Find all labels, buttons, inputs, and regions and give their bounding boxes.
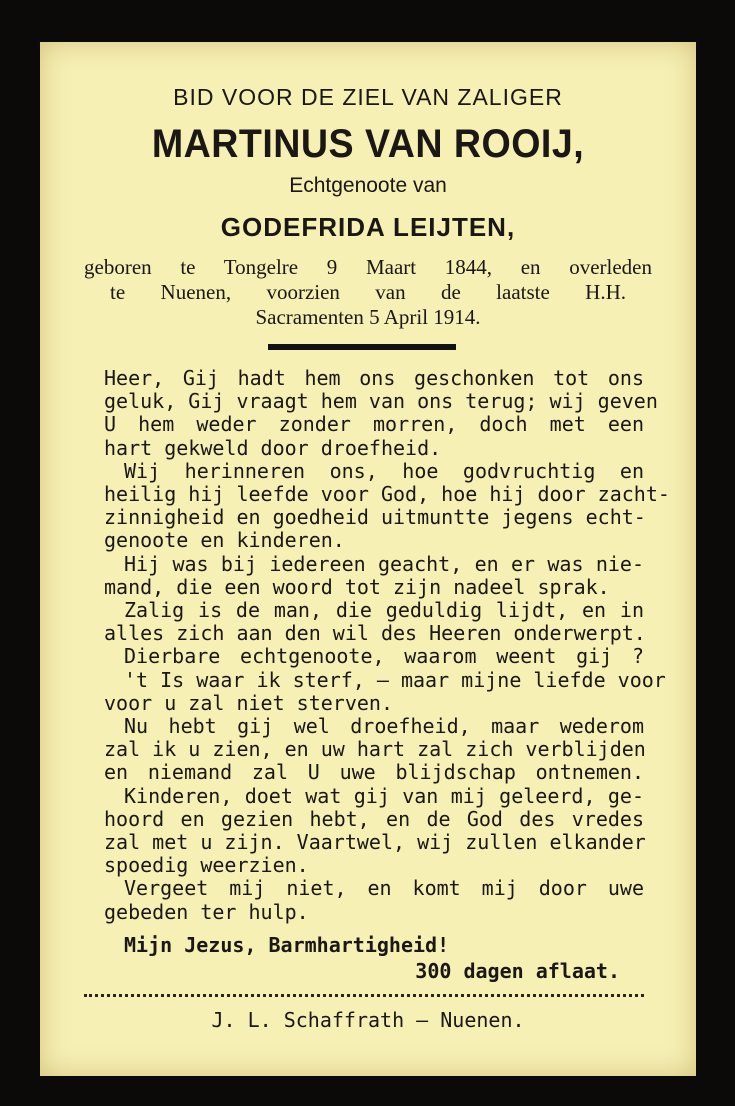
deceased-name: MARTINUS VAN ROOIJ, bbox=[151, 122, 585, 166]
dotted-divider bbox=[84, 994, 644, 997]
prayer-line: U hem weder zonder morren, doch met een bbox=[104, 412, 644, 437]
prayer-line: gebeden ter hulp. bbox=[104, 899, 309, 924]
prayer-line: mand, die een woord tot zijn nadeel sprak. bbox=[104, 574, 610, 599]
printer-credit: J. L. Schaffrath — Nuenen. bbox=[211, 1008, 525, 1032]
dates-line: Sacramenten 5 April 1914. bbox=[255, 305, 481, 329]
closing-invocation: Mijn Jezus, Barmhartigheid! bbox=[124, 933, 450, 957]
indulgence-note: 300 dagen aflaat. bbox=[415, 959, 620, 983]
prayer-line: Dierbare echtgenoote, waarom weent gij ? bbox=[124, 644, 644, 669]
prayer-line: en niemand zal U uwe blijdschap ontnemen. bbox=[104, 760, 644, 785]
spouse-intro: Echtgenoote van bbox=[289, 174, 447, 197]
prayer-line: Wij herinneren ons, hoe godvruchtig en bbox=[124, 458, 644, 483]
prayer-line: Heer, Gij hadt hem ons geschonken tot ons bbox=[104, 366, 644, 390]
prayer-line: hart gekweld door droefheid. bbox=[104, 435, 442, 460]
prayer-line: Kinderen, doet wat gij van mij geleerd, ge- bbox=[124, 783, 644, 808]
life-dates bbox=[84, 255, 652, 330]
dates-line: te Nuenen, voorzien van de laatste H.H. bbox=[110, 280, 626, 304]
prayer-line: heilig hij leefde voor God, hoe hij door zacht- bbox=[104, 482, 670, 507]
prayer-line: alles zich aan den wil des Heeren onderwerpt. bbox=[104, 621, 646, 646]
prayer-line: Hij was bij iedereen geacht, en er was nie- bbox=[124, 551, 644, 576]
prayer-line: hoord en gezien hebt, en de God des vredes bbox=[104, 806, 644, 831]
prayer-heading: BID VOOR DE ZIEL VAN ZALIGER bbox=[173, 84, 563, 110]
memorial-card bbox=[40, 42, 696, 1076]
prayer-line: zal ik u zien, en uw hart zal zich verblijden bbox=[104, 737, 646, 762]
prayer-text bbox=[104, 366, 670, 924]
prayer-line: Nu hebt gij wel droefheid, maar wederom bbox=[124, 714, 644, 739]
prayer-line: zal met u zijn. Vaartwel, wij zullen elkander bbox=[104, 830, 646, 855]
divider-rule bbox=[268, 344, 456, 350]
spouse-name: GODEFRIDA LEIJTEN, bbox=[220, 212, 516, 242]
prayer-line: zinnigheid en goedheid uitmuntte jegens echt- bbox=[104, 505, 646, 530]
prayer-line: spoedig weerzien. bbox=[104, 853, 309, 878]
prayer-line: 't Is waar ik sterf, — maar mijne liefde voor bbox=[124, 667, 666, 692]
prayer-line: voor u zal niet sterven. bbox=[104, 690, 393, 715]
prayer-line: Zalig is de man, die geduldig lijdt, en in bbox=[124, 598, 644, 623]
dates-line: geboren te Tongelre 9 Maart 1844, en overleden bbox=[84, 255, 652, 279]
prayer-line: geluk, Gij vraagt hem van ons terug; wij geven bbox=[104, 389, 658, 414]
prayer-line: Vergeet mij niet, en komt mij door uwe bbox=[124, 876, 644, 901]
prayer-line: genoote en kinderen. bbox=[104, 528, 345, 553]
